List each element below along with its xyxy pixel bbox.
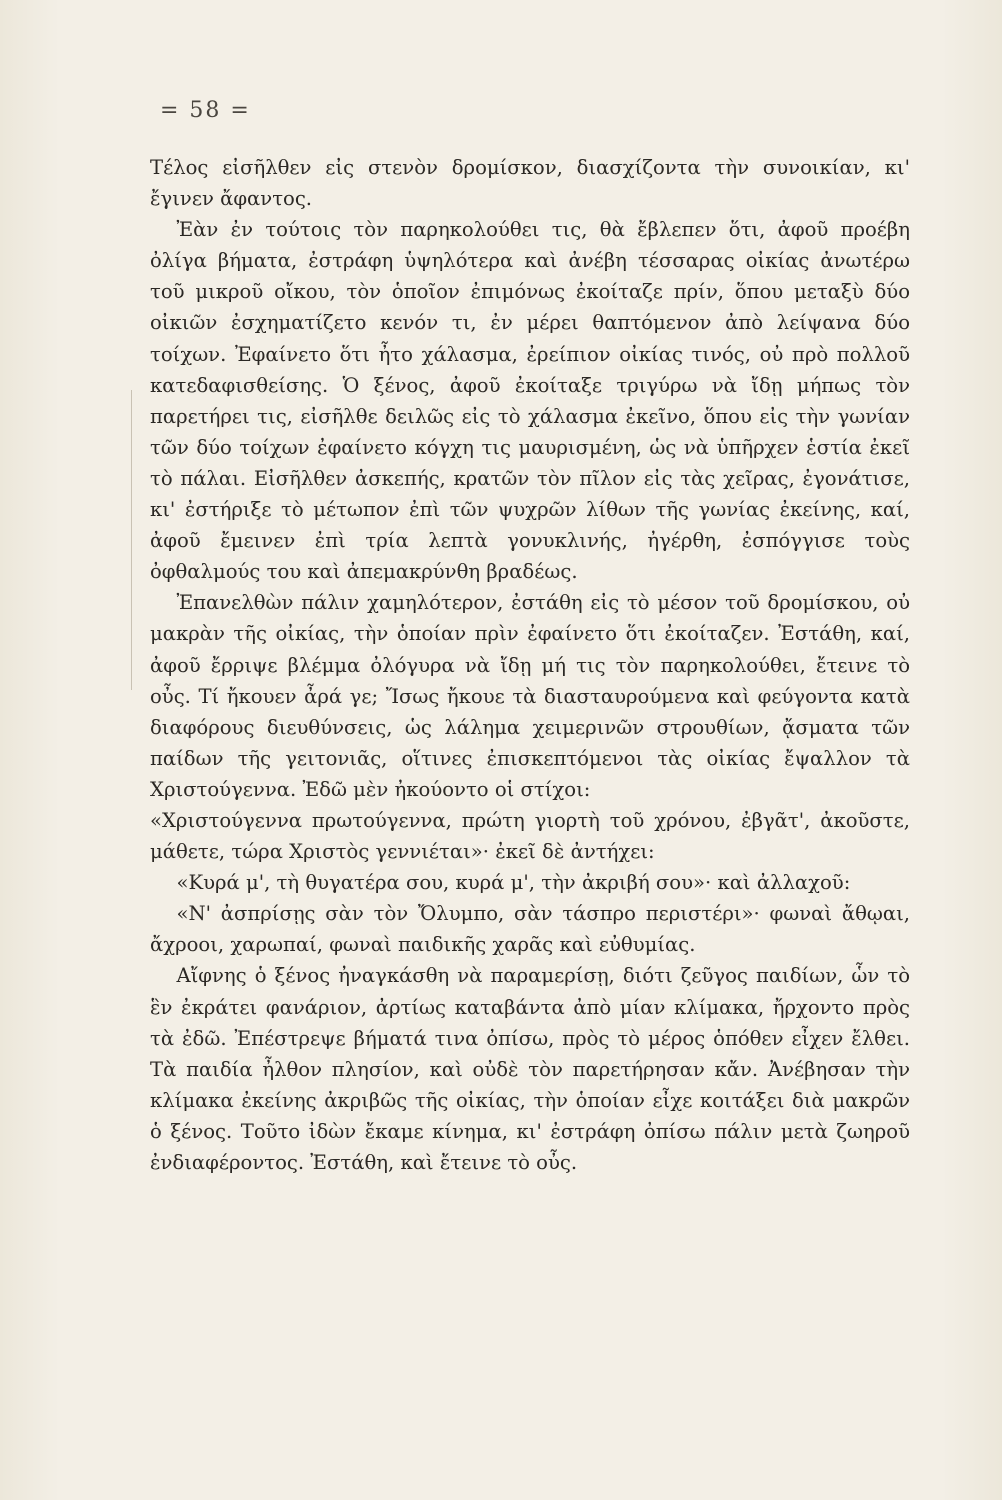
page-number: = 58 = xyxy=(160,98,251,123)
carol-verse: «Κυρά μ', τὴ θυγατέρα σου, κυρά μ', τὴν ἀκριβή σου»· καὶ ἀλλαχοῦ: xyxy=(176,871,851,895)
margin-mark xyxy=(131,390,132,690)
paragraph: Ἐὰν ἐν τούτοις τὸν παρηκολούθει τις, θὰ ἔβλεπεν ὅτι, ἀφοῦ προέβη ὀλίγα βήματα, ἐστράφη ὑψηλότερα καὶ ἀνέβη τέσσαρας οἰκίας ἀνωτέρω τοῦ μικροῦ οἴκου, τὸν ὁποῖον ἐπιμόνως ἐκοίταζε πρίν, ὅπου μεταξὺ δύο οἰκιῶν ἐσχηματίζετο κενόν τι, ἐν μέρει θαπτόμενον ἀπὸ λείψανα δύο τοίχων. Ἐφαίνετο ὅτι ἦτο χάλασμα, ἐρείπιον οἰκίας τινός, οὐ πρὸ πολλοῦ κατεδαφισθείσης. Ὁ ξένος, ἀφοῦ ἐκοίταξε τριγύρω νὰ ἴδῃ μήπως τὸν παρετήρει τις, εἰσῆλθε δειλῶς εἰς τὸ χάλασμα ἐκεῖνο, ὅπου εἰς τὴν γωνίαν τῶν δύο τοίχων ἐφαίνετο κόγχη τις μαυρισμένη, ὡς νὰ ὑπῆρχεν ἑστία ἐκεῖ τὸ πάλαι. Εἰσῆλθεν ἀσκεπής, κρατῶν τὸν πῖλον εἰς τὰς χεῖρας, ἐγονάτισε, κι' ἐστήριξε τὸ μέτωπον ἐπὶ τῶν ψυχρῶν λίθων τῆς γωνίας ἐκείνης, καί, ἀφοῦ ἔμεινεν ἐπὶ τρία λεπτὰ γονυκλινής, ἠγέρθη, ἐσπόγγισε τοὺς ὀφθαλμούς του καὶ ἀπεμακρύνθη βραδέως. xyxy=(150,218,910,584)
paragraph: Ἐπανελθὼν πάλιν χαμηλότερον, ἐστάθη εἰς τὸ μέσον τοῦ δρομίσκου, οὐ μακρὰν τῆς οἰκίας, τὴν ὁποίαν πρὶν ἐφαίνετο ὅτι ἐκοίταζεν. Ἐστάθη, καί, ἀφοῦ ἔρριψε βλέμμα ὀλόγυρα νὰ ἴδῃ μή τις τὸν παρηκολούθει, ἔτεινε τὸ οὖς. Τί ἤκουεν ἆρά γε; Ἴσως ἤκουε τὰ διασταυρούμενα καὶ φεύγοντα κατὰ διαφόρους διευθύνσεις, ὡς λάλημα χειμερινῶν στρουθίων, ᾄσματα τῶν παίδων τῆς γειτονιᾶς, οἵτινες ἐπισκεπτόμενοι τὰς οἰκίας ἔψαλλον τὰ Χριστούγεννα. Ἐδῶ μὲν ἠκούοντο οἱ στίχοι: xyxy=(150,591,910,801)
carol-verse: «Ν' ἀσπρίσῃς σὰν τὸν Ὄλυμπο, σὰν τάσπρο περιστέρι»· φωναὶ ἄθῳαι, ἄχροοι, χαρωπαί, φωναὶ παιδικῆς χαρᾶς καὶ εὐθυμίας. xyxy=(150,902,910,957)
paragraph: Τέλος εἰσῆλθεν εἰς στενὸν δρομίσκον, διασχίζοντα τὴν συνοικίαν, κι' ἔγινεν ἄφαντος. xyxy=(150,156,910,211)
carol-verse: «Χριστούγεννα πρωτούγεννα, πρώτη γιορτὴ τοῦ χρόνου, ἐβγᾶτ', ἀκοῦστε, μάθετε, τώρα Χριστὸς γεννιέται»· ἐκεῖ δὲ ἀντήχει: xyxy=(150,808,910,864)
body-text xyxy=(150,152,910,1178)
paragraph: Αἴφνης ὁ ξένος ἠναγκάσθη νὰ παραμερίσῃ, διότι ζεῦγος παιδίων, ὧν τὸ ἓν ἐκράτει φανάριον, ἀρτίως καταβάντα ἀπὸ μίαν κλίμακα, ἤρχοντο πρὸς τὰ ἐδῶ. Ἐπέστρεψε βήματά τινα ὀπίσω, πρὸς τὸ μέρος ὁπόθεν εἶχεν ἔλθει. Τὰ παιδία ἦλθον πλησίον, καὶ οὐδὲ τὸν παρετήρησαν κἄν. Ἀνέβησαν τὴν κλίμακα ἐκείνης ἀκριβῶς τῆς οἰκίας, τὴν ὁποίαν εἶχε κοιτάξει διὰ μακρῶν ὁ ξένος. Τοῦτο ἰδὼν ἔκαμε κίνημα, κι' ἐστράφη ὀπίσω πάλιν μετὰ ζωηροῦ ἐνδιαφέροντος. Ἐστάθη, καὶ ἔτεινε τὸ οὖς. xyxy=(150,964,910,1174)
